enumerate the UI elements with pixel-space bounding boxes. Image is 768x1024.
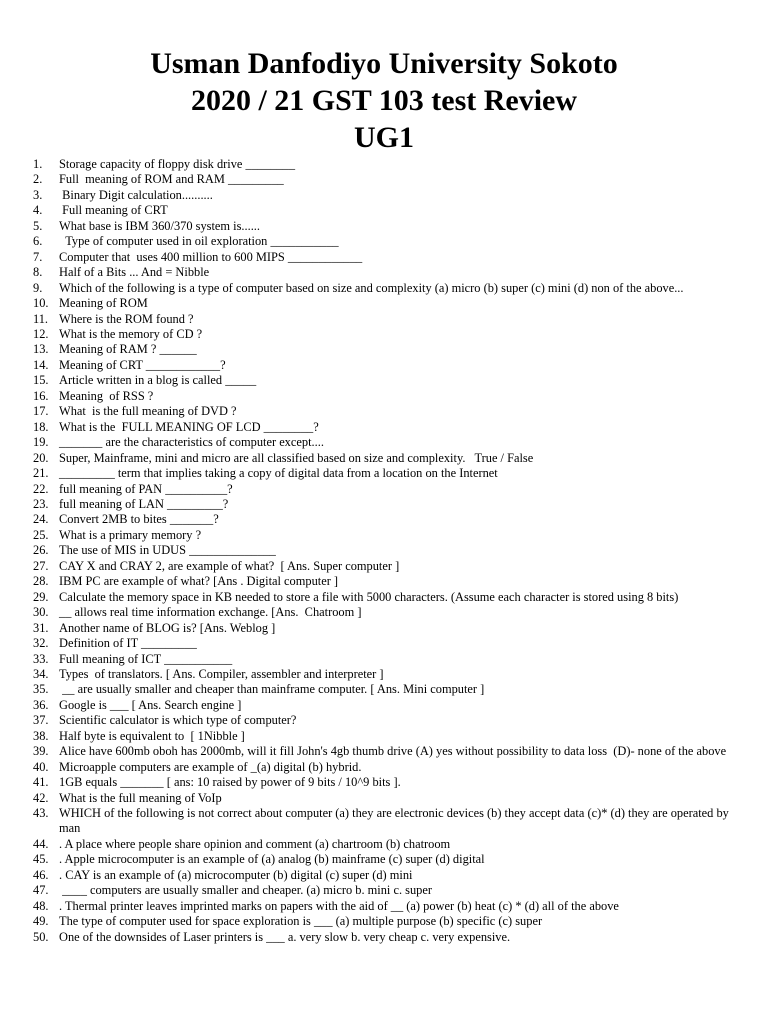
question-item	[33, 358, 738, 373]
question-number: 23.	[33, 496, 49, 511]
question-text: Half byte is equivalent to [ 1Nibble ]	[59, 728, 245, 743]
question-number: 13.	[33, 342, 49, 357]
question-text: Computer that uses 400 million to 600 MIPS ____________	[59, 249, 363, 264]
question-text: Alice have 600mb oboh has 2000mb, will it fill John's 4gb thumb drive (A) yes without possibility to data loss (D)- none of the above	[59, 744, 727, 759]
question-item	[33, 574, 738, 589]
question-item	[33, 219, 738, 234]
question-text: Types of translators. [ Ans. Compiler, assembler and interpreter ]	[59, 666, 384, 681]
question-number: 5.	[33, 218, 43, 233]
question-item	[33, 729, 738, 744]
question-number: 38.	[33, 728, 49, 743]
question-number: 28.	[33, 574, 49, 589]
question-text: Meaning of ROM	[59, 296, 148, 311]
question-item	[33, 775, 738, 790]
question-item	[33, 806, 738, 837]
question-number: 29.	[33, 589, 49, 604]
question-item	[33, 883, 738, 898]
question-text: Microapple computers are example of _(a) digital (b) hybrid.	[59, 759, 362, 774]
question-text: Storage capacity of floppy disk drive ________	[59, 157, 296, 171]
question-number: 30.	[33, 605, 49, 620]
question-item	[33, 528, 738, 543]
question-number: 45.	[33, 852, 49, 867]
question-number: 18.	[33, 419, 49, 434]
question-text: ____ computers are usually smaller and cheaper. (a) micro b. mini c. super	[59, 883, 432, 898]
question-text: Scientific calculator is which type of computer?	[59, 713, 297, 728]
question-text: Convert 2MB to bites _______?	[59, 512, 219, 527]
question-number: 2.	[33, 172, 43, 187]
question-number: 36.	[33, 697, 49, 712]
question-number: 3.	[33, 187, 43, 202]
question-text: Which of the following is a type of computer based on size and complexity (a) micro (b) super (c) mini (d) non of the above...	[59, 280, 684, 295]
question-item	[33, 667, 738, 682]
question-item	[33, 590, 738, 605]
question-number: 25.	[33, 527, 49, 542]
question-text: Half of a Bits ... And = Nibble	[59, 265, 210, 280]
question-item	[33, 451, 738, 466]
question-item	[33, 281, 738, 296]
question-item	[33, 373, 738, 388]
question-number: 16.	[33, 388, 49, 403]
question-item	[33, 234, 738, 249]
question-number: 42.	[33, 790, 49, 805]
question-item	[33, 914, 738, 929]
question-text: Article written in a blog is called _____	[59, 373, 257, 388]
question-number: 50.	[33, 929, 49, 944]
question-text: What is the memory of CD ?	[59, 326, 203, 341]
question-text: . CAY is an example of (a) microcomputer (b) digital (c) super (d) mini	[59, 867, 413, 882]
question-text: Full meaning of ROM and RAM _________	[59, 172, 284, 187]
question-item	[33, 404, 738, 419]
question-text: Definition of IT _________	[59, 636, 197, 651]
question-text: Meaning of RAM ? ______	[59, 342, 197, 357]
question-item	[33, 296, 738, 311]
question-text: Super, Mainframe, mini and micro are all classified based on size and complexity. True / False	[59, 450, 534, 465]
question-text: full meaning of LAN _________?	[59, 496, 229, 511]
question-text: . Thermal printer leaves imprinted marks on papers with the aid of __ (a) power (b) heat (c) * (d) all of the above	[59, 898, 619, 913]
question-number: 17.	[33, 404, 49, 419]
question-text: IBM PC are example of what? [Ans . Digital computer ]	[59, 574, 339, 589]
question-item	[33, 621, 738, 636]
question-item	[33, 837, 738, 852]
question-text: CAY X and CRAY 2, are example of what? [ Ans. Super computer ]	[59, 558, 400, 573]
question-text: What is the full meaning of VoIp	[59, 790, 222, 805]
question-item	[33, 868, 738, 883]
question-list	[33, 157, 738, 945]
question-item	[33, 435, 738, 450]
question-number: 26.	[33, 543, 49, 558]
question-number: 41.	[33, 775, 49, 790]
question-item	[33, 327, 738, 342]
question-text: What base is IBM 360/370 system is......	[59, 218, 260, 233]
question-text: __ are usually smaller and cheaper than mainframe computer. [ Ans. Mini computer ]	[59, 682, 485, 697]
question-text: Meaning of RSS ?	[59, 388, 154, 403]
question-item	[33, 791, 738, 806]
question-text: Full meaning of CRT	[59, 203, 168, 218]
question-number: 20.	[33, 450, 49, 465]
question-text: . A place where people share opinion and comment (a) chartroom (b) chatroom	[59, 836, 451, 851]
question-text: What is the FULL MEANING OF LCD ________?	[59, 419, 319, 434]
question-text: __ allows real time information exchange. [Ans. Chatroom ]	[59, 605, 362, 620]
question-item	[33, 698, 738, 713]
question-item	[33, 203, 738, 218]
question-text: _________ term that implies taking a copy of digital data from a location on the Internet	[59, 466, 498, 481]
question-number: 6.	[33, 234, 43, 249]
question-number: 22.	[33, 481, 49, 496]
question-text: 1GB equals _______ [ ans: 10 raised by power of 9 bits / 10^9 bits ].	[59, 775, 401, 790]
question-number: 19.	[33, 435, 49, 450]
question-number: 31.	[33, 620, 49, 635]
question-item	[33, 605, 738, 620]
question-item	[33, 899, 738, 914]
question-item	[33, 930, 738, 945]
question-item	[33, 652, 738, 667]
question-text: Where is the ROM found ?	[59, 311, 194, 326]
question-text: full meaning of PAN __________?	[59, 481, 233, 496]
question-text: Type of computer used in oil exploration ___________	[59, 234, 339, 249]
question-text: The type of computer used for space exploration is ___ (a) multiple purpose (b) specific (c) super	[59, 914, 543, 929]
question-number: 49.	[33, 914, 49, 929]
question-number: 11.	[33, 311, 49, 326]
question-text: WHICH of the following is not correct about computer (a) they are electronic devices (b) they accept data (c)* (d) they are operated by man	[59, 806, 732, 836]
question-text: What is a primary memory ?	[59, 527, 202, 542]
question-item	[33, 265, 738, 280]
question-item	[33, 636, 738, 651]
question-text: Google is ___ [ Ans. Search engine ]	[59, 697, 242, 712]
question-item	[33, 482, 738, 497]
question-text: Another name of BLOG is? [Ans. Weblog ]	[59, 620, 276, 635]
question-number: 47.	[33, 883, 49, 898]
question-number: 12.	[33, 326, 49, 341]
question-item	[33, 682, 738, 697]
question-item	[33, 420, 738, 435]
question-text: What is the full meaning of DVD ?	[59, 404, 237, 419]
question-number: 27.	[33, 558, 49, 573]
question-number: 33.	[33, 651, 49, 666]
question-item	[33, 713, 738, 728]
question-item	[33, 250, 738, 265]
question-number: 37.	[33, 713, 49, 728]
question-item	[33, 512, 738, 527]
question-text: Full meaning of ICT ___________	[59, 651, 233, 666]
question-item	[33, 559, 738, 574]
question-item	[33, 852, 738, 867]
question-item	[33, 389, 738, 404]
question-number: 43.	[33, 806, 49, 821]
question-number: 8.	[33, 265, 43, 280]
question-item	[33, 497, 738, 512]
question-number: 44.	[33, 836, 49, 851]
question-text: The use of MIS in UDUS ______________	[59, 543, 276, 558]
question-text: Meaning of CRT ____________?	[59, 357, 226, 372]
question-number: 9.	[33, 280, 43, 295]
question-number: 15.	[33, 373, 49, 388]
question-text: Calculate the memory space in KB needed to store a file with 5000 characters. (Assume each character is stored using 8 bits)	[59, 589, 679, 604]
question-item	[33, 157, 738, 172]
question-item	[33, 188, 738, 203]
question-number: 1.	[33, 157, 43, 171]
question-number: 4.	[33, 203, 43, 218]
document-header	[0, 0, 768, 156]
question-item	[33, 312, 738, 327]
question-text: . Apple microcomputer is an example of (a) analog (b) mainframe (c) super (d) digital	[59, 852, 485, 867]
question-number: 48.	[33, 898, 49, 913]
question-item	[33, 172, 738, 187]
question-number: 7.	[33, 249, 43, 264]
question-number: 39.	[33, 744, 49, 759]
question-number: 21.	[33, 466, 49, 481]
question-number: 10.	[33, 296, 49, 311]
question-item	[33, 466, 738, 481]
question-number: 34.	[33, 666, 49, 681]
question-number: 46.	[33, 867, 49, 882]
question-text: Binary Digit calculation..........	[59, 187, 213, 202]
question-text: One of the downsides of Laser printers is ___ a. very slow b. very cheap c. very expensive.	[59, 929, 511, 944]
test-review-title: 2020 / 21 GST 103 test Review	[190, 84, 578, 117]
question-item	[33, 342, 738, 357]
university-title: Usman Danfodiyo University Sokoto	[150, 47, 618, 80]
question-number: 24.	[33, 512, 49, 527]
question-item	[33, 543, 738, 558]
question-item	[33, 744, 738, 759]
question-number: 35.	[33, 682, 49, 697]
question-item	[33, 760, 738, 775]
level-title: UG1	[354, 121, 414, 154]
question-text: _______ are the characteristics of computer except....	[59, 435, 324, 450]
question-number: 32.	[33, 636, 49, 651]
question-number: 40.	[33, 759, 49, 774]
question-number: 14.	[33, 357, 49, 372]
